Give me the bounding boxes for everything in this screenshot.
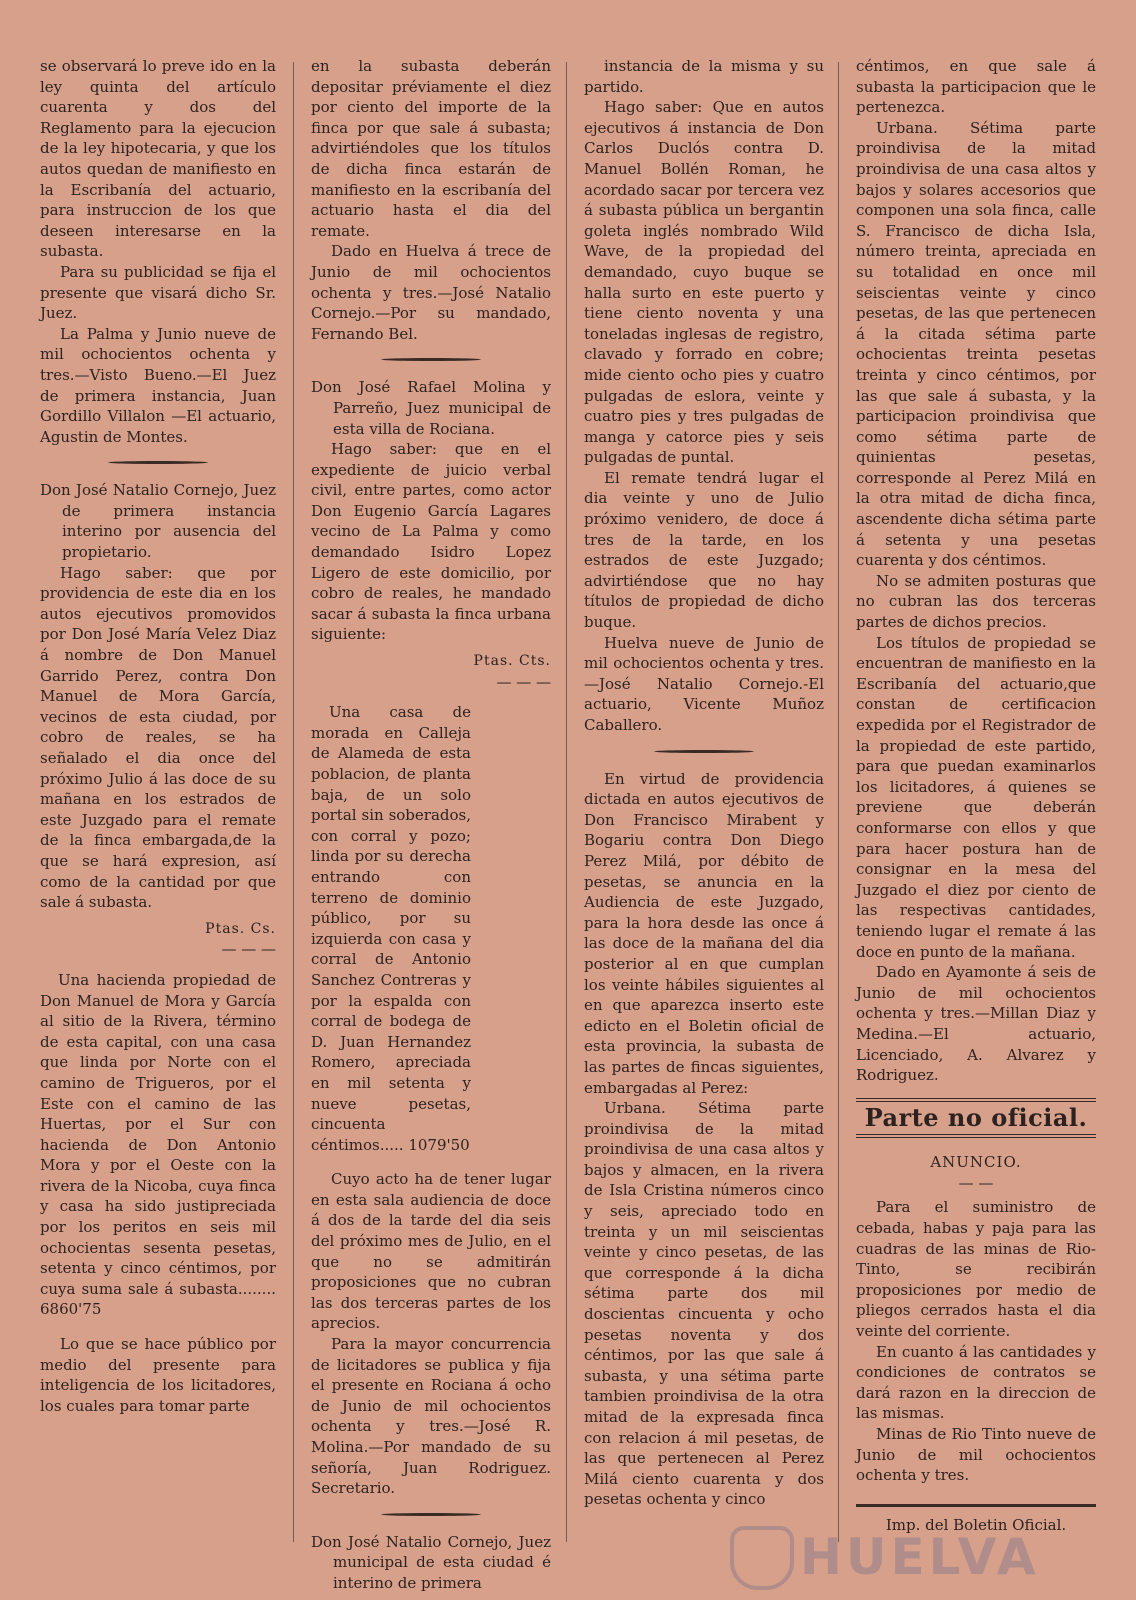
paragraph: Para su publicidad se fija el presente que visará dicho Sr. Juez. bbox=[40, 262, 276, 323]
currency-header: Ptas. Cts. bbox=[473, 653, 551, 670]
paragraph: En virtud de providencia dictada en autos ejecutivos de Don Francisco Mirabent y Bogariu contra Don Diego Perez Milá, por débito de pesetas, se anuncia en la Audiencia de este Juzgado, para la hora desde las once á las doce de la mañana del dia posterior al en que cumplan los veinte hábiles siguientes al en que aparezca inserto este edicto en el Boletin oficial de esta provincia, la subasta de las partes de fincas siguientes, embargadas al Perez: bbox=[584, 769, 824, 1097]
watermark-text: HUELVA bbox=[800, 1528, 1040, 1586]
paragraph: Urbana. Sétima parte proindivisa de la mitad proindivisa de una casa altos y bajos y solares accesorios que componen una sola finca, calle S. Francisco de dicha Isla, número treinta, apreciada en su totalidad en once mil seiscientas veinte y cinco pesetas, de las que pertenecen á la citada sétima parte ochocientas treinta pesetas treinta y cinco céntimos, por las que sale á subasta, y la participacion proindivisa que como sétima parte de quinientas pesetas, corresponde al Perez Milá en la otra mitad de dicha finca, ascendente dicha sétima parte á setenta y una pesetas cuarenta y dos céntimos. bbox=[856, 118, 1096, 570]
property-item bbox=[40, 970, 276, 1320]
paragraph: Dado en Huelva á trece de Junio de mil ochocientos ochenta y tres.—José Natalio Cornejo.—Por su mandado, Fernando Bel. bbox=[311, 242, 551, 343]
paragraph: Hago saber: que por providencia de este dia en los autos ejecutivos promovidos por Don José María Velez Diaz á nombre de Don Manuel Garrido Perez, contra Don Manuel de Mora García, vecinos de esta ciudad, por cobro de reales, se ha señalado el dia once del próximo Julio á las doce de su mañana en los estrados de este Juzgado para el remate de la finca embargada,de la que se hará expresion, así como de la cantidad por que sale á subasta. bbox=[40, 563, 276, 912]
announcement-title: ANUNCIO. bbox=[930, 1153, 1022, 1172]
item-text: Una casa de morada en Calleja de Alameda de esta poblacion, de planta baja, de un solo portal sin soberados, con corral y pozo; linda por su derecha entrando con terreno de dominio público, por su izquierda con casa y corral de Antonio Sanchez Contreras y por la espalda con corral de bodega de D. Juan Hernandez Romero, apreciada en mil setenta y nueve pesetas, cincuenta céntimos..... bbox=[311, 703, 471, 1154]
paragraph: El remate tendrá lugar el dia veinte y uno de Julio próximo venidero, de doce á tres de la tarde, en los estrados de este Juzgado; advirtiéndose que no hay títulos de propiedad de dicho buque. bbox=[584, 468, 824, 632]
currency-header: Ptas. Cs. bbox=[205, 920, 276, 937]
dash-line: — — — bbox=[221, 940, 276, 959]
paragraph: instancia de la misma y su partido. bbox=[584, 57, 824, 96]
section-header: Parte no oficial. bbox=[856, 1098, 1096, 1139]
paragraph: se observará lo preve ido en la ley quinta del artículo cuarenta y dos del Reglamento para la ejecucion de la ley hipotecaria, y que los autos quedan de manifiesto en la Escribanía del actuario, para instruccion de los que deseen interesarse en la subasta. bbox=[40, 57, 276, 261]
property-item bbox=[311, 702, 471, 1155]
ornament-rule bbox=[108, 461, 207, 464]
paragraph: en la subasta deberán depositar préviamente el diez por ciento del importe de la finca por que sale á subasta; advirtiéndoles que los títulos de dicha finca estarán de manifiesto en la escribanía del actuario hasta el dia del remate. bbox=[311, 57, 551, 240]
paragraph: Hago saber: Que en autos ejecutivos á instancia de Don Carlos Duclós contra D. Manuel Bollén Roman, he acordado sacar por tercera vez á subasta pública un bergantin goleta inglés nombrado Wild Wave, de la propiedad del demandado, cuyo buque se halla surto en este puerto y tiene ciento noventa y una toneladas inglesas de registro, clavado y forrado en cobre; mide ciento ocho pies y cuatro pulgadas de eslora, veinte y cuatro pies y tres pulgadas de manga y catorce pies y seis pulgadas de puntal. bbox=[584, 98, 824, 467]
item-text: Una hacienda propiedad de Don Manuel de Mora y García al sitio de la Rivera, término de esta capital, con una casa que linda por Norte con el camino de Trigueros, por el Este con el camino de las Huertas, por el Sur con hacienda de Don Antonio Mora y por el Oeste con la rivera de la Nicoba, cuya finca y casa ha sido justipreciada por los peritos en seis mil ochocientas sesenta pesetas, setenta y cinco céntimos, por cuya suma sale á subasta........ bbox=[40, 970, 276, 1298]
paragraph: Huelva nueve de Junio de mil ochocientos ochenta y tres.—José Natalio Cornejo.-El actuario, Vicente Muñoz Caballero. bbox=[584, 633, 824, 734]
paragraph: Minas de Rio Tinto nueve de Junio de mil ochocientos ochenta y tres. bbox=[856, 1425, 1096, 1485]
column-2 bbox=[311, 56, 551, 1594]
ornament-rule bbox=[381, 1513, 482, 1516]
column-3 bbox=[584, 56, 824, 1510]
item-amount: 6860'75 bbox=[40, 1300, 102, 1319]
paragraph: Cuyo acto ha de tener lugar en esta sala audiencia de doce á dos de la tarde del dia seis del próximo mes de Julio, en el que no se admitirán proposiciones que no cubran las dos terceras partes de los aprecios. bbox=[311, 1170, 551, 1333]
dash-line: — — — bbox=[496, 672, 551, 691]
paragraph: Para la mayor concurrencia de licitadores se publica y fija el presente en Rociana á ocho de Junio de mil ochocientos ochenta y tres.—José R. Molina.—Por mandado de su señoría, Juan Rodriguez. Secretario. bbox=[311, 1335, 551, 1498]
paragraph: La Palma y Junio nueve de mil ochocientos ochenta y tres.—Visto Bueno.—El Juez de primera instancia, Juan Gordillo Villalon —El actuario, Agustin de Montes. bbox=[40, 324, 276, 446]
archive-watermark bbox=[730, 1520, 1060, 1590]
ornament-rule bbox=[381, 358, 482, 361]
column-divider bbox=[838, 62, 839, 1542]
paragraph: Dado en Ayamonte á seis de Junio de mil ochocientos ochenta y tres.—Millan Diaz y Medina.—El actuario, Licenciado, A. Alvarez y Rodriguez. bbox=[856, 963, 1096, 1085]
column-divider bbox=[566, 62, 567, 1542]
edict-heading: Don José Natalio Cornejo, Juez de primera instancia interino por ausencia del propietario. bbox=[40, 481, 276, 562]
paragraph: Para el suministro de cebada, habas y paja para las cuadras de las minas de Rio-Tinto, se recibirán proposiciones por medio de pliegos cerrados hasta el dia veinte del corriente. bbox=[856, 1198, 1096, 1341]
paragraph: No se admiten posturas que no cubran las dos terceras partes de dichos precios. bbox=[856, 571, 1096, 632]
paragraph: En cuanto á las cantidades y condiciones de contratos se dará razon en la direccion de las mismas. bbox=[856, 1342, 1096, 1423]
column-1 bbox=[40, 56, 276, 1416]
paragraph: Los títulos de propiedad se encuentran de manifiesto en la Escribanía del actuario,que constan de certificacion expedida por el Registrador de la propiedad de este partido, para que puedan examinarlos los licitadores, á quienes se previene que deberán conformarse con ellos y que para hacer postura han de consignar en la mesa del Juzgado el diez por ciento de las respectivas cantidades, teniendo lugar el remate á las doce en punto de la mañana. bbox=[856, 633, 1096, 961]
paragraph: céntimos, en que sale á subasta la participacion que le pertenezca. bbox=[856, 57, 1096, 117]
item-amount: 1079'50 bbox=[408, 1135, 470, 1154]
paragraph: Hago saber: que en el expediente de juicio verbal civil, entre partes, como actor Don Eugenio García Lagares vecino de La Palma y como demandado Isidro Lopez Ligero de este domicilio, por cobro de reales, he mandado sacar á subasta la finca urbana siguiente: bbox=[311, 440, 551, 644]
column-divider bbox=[293, 62, 294, 1542]
paragraph: Urbana. Sétima parte proindivisa de la mitad proindivisa de una casa altos y bajos y almacen, en la rivera de Isla Cristina números cinco y seis, apreciado todo en treinta y un mil seiscientas veinte y cinco pesetas, de las que corresponde á la dicha sétima parte dos mil doscientas cincuenta y ocho pesetas noventa y dos céntimos, por las que sale á subasta, y una sétima parte tambien proindivisa de la otra mitad de la expresada finca con relacion á mil pesetas, de las que pertenecen al Perez Milá ciento cuarenta y dos pesetas ochenta y cinco bbox=[584, 1099, 824, 1509]
edict-heading: Don José Rafael Molina y Parreño, Juez municipal de esta villa de Rociana. bbox=[311, 378, 551, 438]
paragraph: Lo que se hace público por medio del presente para inteligencia de los licitadores, los cuales para tomar parte bbox=[40, 1335, 276, 1415]
shield-icon bbox=[730, 1526, 794, 1590]
imprint: Imp. del Boletin Oficial. bbox=[856, 1504, 1096, 1536]
column-4 bbox=[856, 56, 1096, 1535]
edict-heading: Don José Natalio Cornejo, Juez municipal de esta ciudad é interino de primera bbox=[311, 1532, 551, 1592]
dash-line: — — bbox=[958, 1173, 994, 1192]
ornament-rule bbox=[654, 750, 755, 753]
